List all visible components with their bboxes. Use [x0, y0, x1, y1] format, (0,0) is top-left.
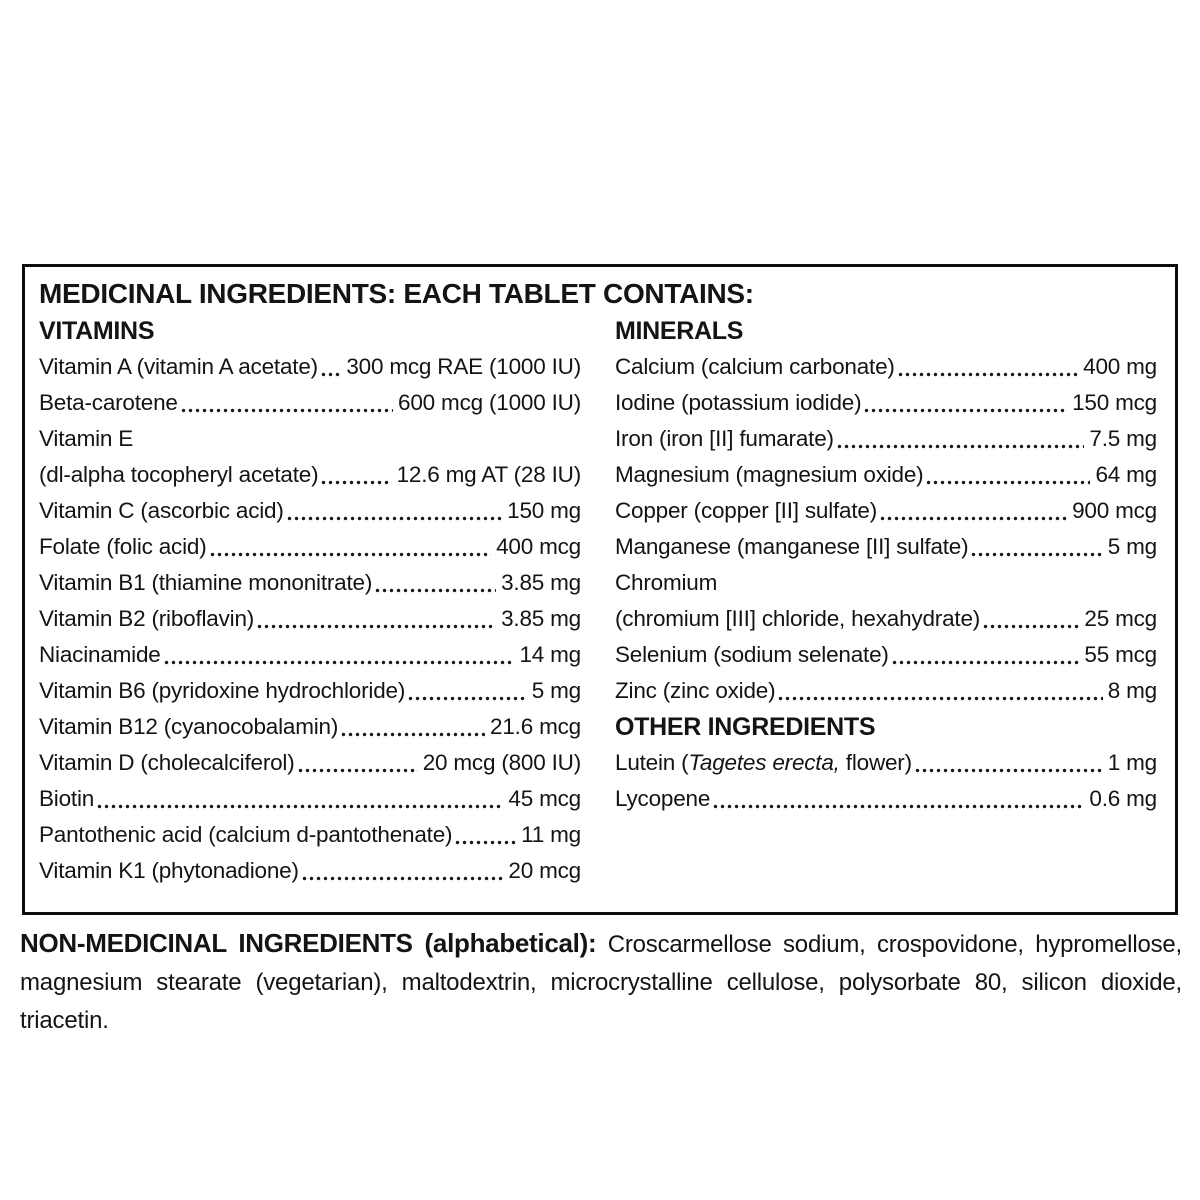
ingredient-name: Vitamin E [39, 426, 134, 451]
dot-leader [97, 804, 503, 809]
ingredient-name: Selenium (sodium selenate) [615, 642, 889, 667]
ingredient-row [39, 853, 581, 889]
ingredient-amount: 150 mcg [1072, 390, 1157, 415]
ingredient-row [39, 421, 581, 457]
dot-leader [898, 372, 1078, 377]
dot-leader [880, 516, 1067, 521]
ingredient-row [39, 817, 581, 853]
ingredient-name: Vitamin B1 (thiamine mononitrate) [39, 570, 373, 595]
ingredient-row [615, 385, 1157, 421]
minerals-column [615, 313, 1157, 889]
ingredient-amount: 0.6 mg [1089, 786, 1157, 811]
dot-leader [864, 408, 1067, 413]
ingredient-amount: 11 mg [521, 822, 581, 847]
dot-leader [983, 624, 1079, 629]
ingredient-row [615, 565, 1157, 601]
dot-leader [915, 768, 1103, 773]
ingredient-amount: 5 mg [1107, 534, 1157, 559]
ingredient-row [39, 745, 581, 781]
ingredient-row [39, 781, 581, 817]
dot-leader [837, 444, 1085, 449]
ingredient-name: Beta-carotene [39, 390, 178, 415]
dot-leader [341, 732, 485, 737]
ingredient-row [39, 601, 581, 637]
non-medicinal-text: Croscarmellose sodium, crospovidone, hypromellose, magnesium stearate (vegetarian), maltodextrin, microcrystalline cellulose, polysorbate 80, silicon dioxide, triacetin. [20, 931, 1183, 1034]
dot-leader [778, 696, 1102, 701]
ingredient-name: Vitamin B6 (pyridoxine hydrochloride) [39, 678, 406, 703]
ingredient-amount: 25 mcg [1084, 606, 1157, 631]
dot-leader [971, 552, 1102, 557]
dot-leader [210, 552, 492, 557]
ingredient-name: Vitamin B12 (cyanocobalamin) [39, 714, 339, 739]
dot-leader [298, 768, 418, 773]
ingredient-row [39, 529, 581, 565]
ingredient-name: Iodine (potassium iodide) [615, 390, 862, 415]
ingredient-row [615, 601, 1157, 637]
ingredient-row [615, 457, 1157, 493]
ingredient-row [39, 637, 581, 673]
ingredient-amount: 14 mg [519, 642, 581, 667]
ingredient-row [615, 781, 1157, 817]
dot-leader [926, 480, 1090, 485]
ingredient-amount: 8 mg [1107, 678, 1157, 703]
ingredient-amount: 400 mcg [496, 534, 581, 559]
ingredient-row [39, 457, 581, 493]
dot-leader [892, 660, 1080, 665]
dot-leader [181, 408, 393, 413]
dot-leader [455, 840, 516, 845]
section-heading: MINERALS [615, 317, 744, 345]
non-medicinal-section [20, 924, 1182, 1040]
ingredient-name: Vitamin B2 (riboflavin) [39, 606, 255, 631]
ingredient-name: Biotin [39, 786, 95, 811]
ingredient-name: Chromium [615, 570, 718, 595]
ingredient-amount: 300 mcg RAE (1000 IU) [346, 354, 581, 379]
ingredient-name: Zinc (zinc oxide) [615, 678, 776, 703]
ingredient-row [615, 421, 1157, 457]
dot-leader [164, 660, 515, 665]
dot-leader [713, 804, 1084, 809]
ingredient-amount: 45 mcg [508, 786, 581, 811]
ingredient-amount: 400 mg [1083, 354, 1157, 379]
dot-leader [408, 696, 527, 701]
ingredient-amount: 20 mcg (800 IU) [422, 750, 581, 775]
ingredient-row [615, 529, 1157, 565]
vitamins-column [39, 313, 581, 889]
ingredient-amount: 150 mg [507, 498, 581, 523]
ingredient-amount: 5 mg [531, 678, 581, 703]
ingredient-row [615, 637, 1157, 673]
ingredient-amount: 600 mcg (1000 IU) [398, 390, 581, 415]
ingredient-amount: 55 mcg [1084, 642, 1157, 667]
dot-leader [257, 624, 496, 629]
ingredient-name: Manganese (manganese [II] sulfate) [615, 534, 969, 559]
ingredient-amount: 3.85 mg [501, 570, 581, 595]
ingredient-name: Niacinamide [39, 642, 161, 667]
ingredient-amount: 20 mcg [508, 858, 581, 883]
ingredient-name: Vitamin A (vitamin A acetate) [39, 354, 318, 379]
ingredient-name: Lycopene [615, 786, 711, 811]
ingredient-name: Iron (iron [II] fumarate) [615, 426, 834, 451]
section-heading: VITAMINS [39, 317, 155, 345]
ingredient-amount: 12.6 mg AT (28 IU) [396, 462, 581, 487]
ingredient-row [39, 565, 581, 601]
medicinal-ingredients-panel [22, 264, 1178, 915]
dot-leader [375, 588, 496, 593]
ingredient-row [39, 349, 581, 385]
ingredient-amount: 64 mg [1095, 462, 1157, 487]
section-heading: OTHER INGREDIENTS [615, 713, 876, 741]
ingredient-name: (dl-alpha tocopheryl acetate) [39, 462, 319, 487]
non-medicinal-heading: NON-MEDICINAL INGREDIENTS (alphabetical): [20, 928, 597, 958]
dot-leader [287, 516, 502, 521]
ingredient-row [39, 673, 581, 709]
ingredient-name: Pantothenic acid (calcium d-pantothenate) [39, 822, 453, 847]
panel-title: MEDICINAL INGREDIENTS: EACH TABLET CONTAINS: [39, 278, 754, 309]
ingredient-name: Magnesium (magnesium oxide) [615, 462, 924, 487]
ingredient-row [615, 673, 1157, 709]
ingredient-columns [39, 313, 1157, 889]
ingredient-name: Calcium (calcium carbonate) [615, 354, 895, 379]
ingredient-amount: 1 mg [1107, 750, 1157, 775]
ingredient-amount: 7.5 mg [1089, 426, 1157, 451]
dot-leader [321, 372, 341, 377]
dot-leader [321, 480, 391, 485]
ingredient-name: Vitamin K1 (phytonadione) [39, 858, 299, 883]
ingredient-row [39, 385, 581, 421]
ingredient-row [39, 493, 581, 529]
dot-leader [302, 876, 504, 881]
ingredient-row [615, 745, 1157, 781]
ingredient-name: Lutein (Tagetes erecta, flower) [615, 750, 912, 775]
ingredient-amount: 3.85 mg [501, 606, 581, 631]
ingredient-row [39, 709, 581, 745]
ingredient-name: (chromium [III] chloride, hexahydrate) [615, 606, 981, 631]
ingredient-row [615, 493, 1157, 529]
ingredient-name: Folate (folic acid) [39, 534, 207, 559]
ingredient-name: Vitamin D (cholecalciferol) [39, 750, 295, 775]
ingredient-amount: 21.6 mcg [490, 714, 581, 739]
ingredient-name: Vitamin C (ascorbic acid) [39, 498, 284, 523]
ingredient-name: Copper (copper [II] sulfate) [615, 498, 878, 523]
ingredient-amount: 900 mcg [1072, 498, 1157, 523]
ingredient-row [615, 349, 1157, 385]
